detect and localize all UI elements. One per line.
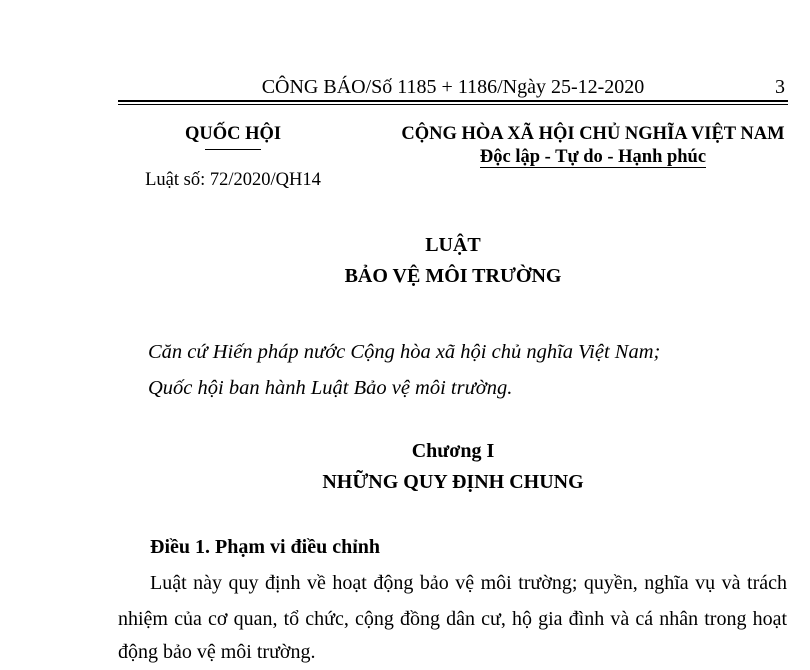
- law-number: Luật số: 72/2020/QH14: [145, 170, 321, 190]
- law-type: LUẬT: [425, 234, 481, 256]
- issuer-name: QUỐC HỘI: [184, 124, 282, 144]
- preamble-line: Căn cứ Hiến pháp nước Cộng hòa xã hội chủ nghĩa Việt Nam;: [148, 341, 661, 363]
- page-number: 3: [775, 76, 785, 98]
- gazette-header: CÔNG BÁO/Số 1185 + 1186/Ngày 25-12-2020: [261, 76, 645, 98]
- header-double-rule: [118, 100, 788, 105]
- national-motto: [398, 146, 788, 168]
- chapter-number: Chương I: [411, 440, 495, 462]
- chapter-title: NHỮNG QUY ĐỊNH CHUNG: [322, 471, 584, 493]
- preamble-line: Quốc hội ban hành Luật Bảo vệ môi trường.: [148, 377, 513, 399]
- article-text-line: Luật này quy định về hoạt động bảo vệ môi trường; quyền, nghĩa vụ và trách: [150, 572, 787, 594]
- country-name: CỘNG HÒA XÃ HỘI CHỦ NGHĨA VIỆT NAM: [401, 124, 785, 144]
- article-heading: Điều 1. Phạm vi điều chỉnh: [150, 536, 381, 558]
- national-motto-text: Độc lập - Tự do - Hạnh phúc: [479, 147, 707, 167]
- law-title: BẢO VỆ MÔI TRƯỜNG: [344, 265, 562, 287]
- article-text-line: nhiệm của cơ quan, tổ chức, cộng đồng dân cư, hộ gia đình và cá nhân trong hoạt: [118, 608, 787, 630]
- article-text-line: động bảo vệ môi trường.: [118, 641, 316, 663]
- issuer-underline: [205, 149, 261, 150]
